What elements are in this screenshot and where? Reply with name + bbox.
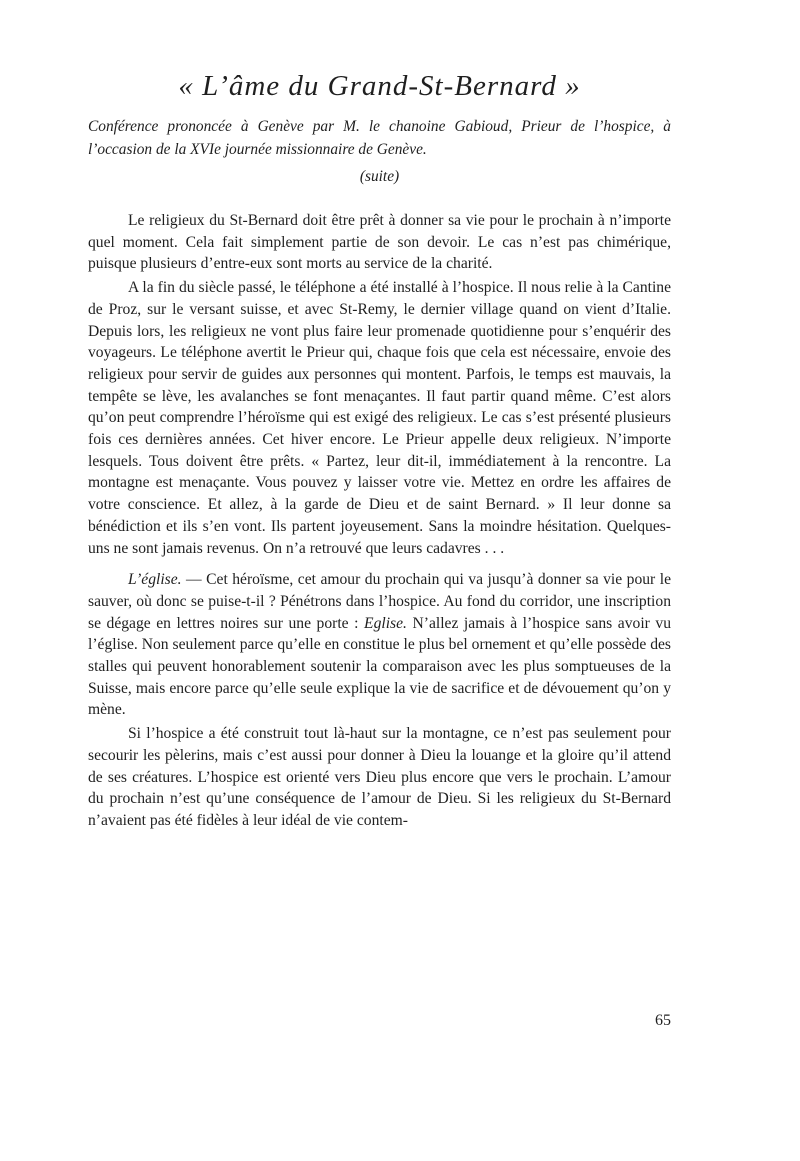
article-subtitle: Conférence prononcée à Genève par M. le chanoine Gabioud, Prieur de l’hospice, à l’occasion de la XVIe journée missionnaire de Genève.: [88, 118, 671, 158]
paragraph-2: A la fin du siècle passé, le téléphone a été installé à l’hospice. Il nous relie à la Cantine de Proz, sur le versant suisse, et avec St-Remy, le dernier village quand on vient d’Italie. Depuis lors, les religieux ne vont plus faire leur promenade quotidienne pour s’enquérir des voyageurs. Le téléphone avertit le Prieur qui, chaque fois que cela est nécessaire, envoie des religieux pour servir de guides aux personnes qui montent. Parfois, le temps est mauvais, la tempête se lève, les avalanches se font menaçantes. Il faut partir quand même. C’est alors qu’on peut comprendre l’héroïsme qui est exigé des religieux. Le cas s’est présenté plusieurs fois ces dernières années. Cet hiver encore. Le Prieur appelle deux religieux. N’importe lesquels. Tous doivent être prêts. « Partez, leur dit-il, immédiatement à la rencontre. La montagne est menaçante. Vous pouvez y laisser votre vie. Mettez en ordre les affaires de votre conscience. Et allez, à la garde de Dieu et de saint Bernard. » Il leur donne sa bénédiction et ils s’en vont. Ils partent joyeusement. Sans la moindre hésitation. Quelques-uns ne sont jamais revenus. On n’a retrouvé que leurs cadavres . . .: [88, 279, 671, 557]
paragraph-1: Le religieux du St-Bernard doit être prêt à donner sa vie pour le prochain à n’importe quel moment. Cela fait simplement partie de son devoir. Le cas n’est pas chimérique, puisque plusieurs d’entre-eux sont morts au service de la charité.: [88, 212, 671, 273]
page-number: 65: [655, 1012, 671, 1029]
paragraph-3-text-after: N’allez jamais à l’hospice sans avoir vu l’église. Non seulement parce qu’elle en constitue le plus bel ornement et qu’elle possède des stalles qui peuvent honorablement soutenir la comparaison avec les plus somptueuses de la Suisse, mais encore parce qu’elle seule explique la vie de sacrifice et de dévouement qu’on y mène.: [88, 614, 671, 719]
article-title: « L’âme du Grand-St-Bernard »: [178, 70, 581, 102]
continued-label: (suite): [359, 168, 400, 185]
inline-emphasis-eglise: Eglise.: [364, 614, 407, 632]
paragraph-3-text: — Cet héroïsme, cet amour du prochain qui va jusqu’à donner sa vie pour le sauver, où donc se puise-t-il ? Pénétrons dans l’hospice. Au fond du corridor, une inscription se dégage en lettres noires sur une porte :: [88, 571, 671, 632]
paragraph-4: Si l’hospice a été construit tout là-haut sur la montagne, ce n’est pas seulement pour secourir les pèlerins, mais c’est aussi pour donner à Dieu la louange et la gloire qu’il attend de ses créatures. L’hospice est orienté vers Dieu plus encore que vers le prochain. L’amour du prochain n’est qu’une conséquence de l’amour de Dieu. Si les religieux du St-Bernard n’avaient pas été fidèles à leur idéal de vie contem-: [88, 725, 671, 829]
paragraph-3: [88, 569, 671, 721]
article-body: [88, 210, 671, 832]
section-lead-eglise: L’église.: [128, 571, 182, 589]
